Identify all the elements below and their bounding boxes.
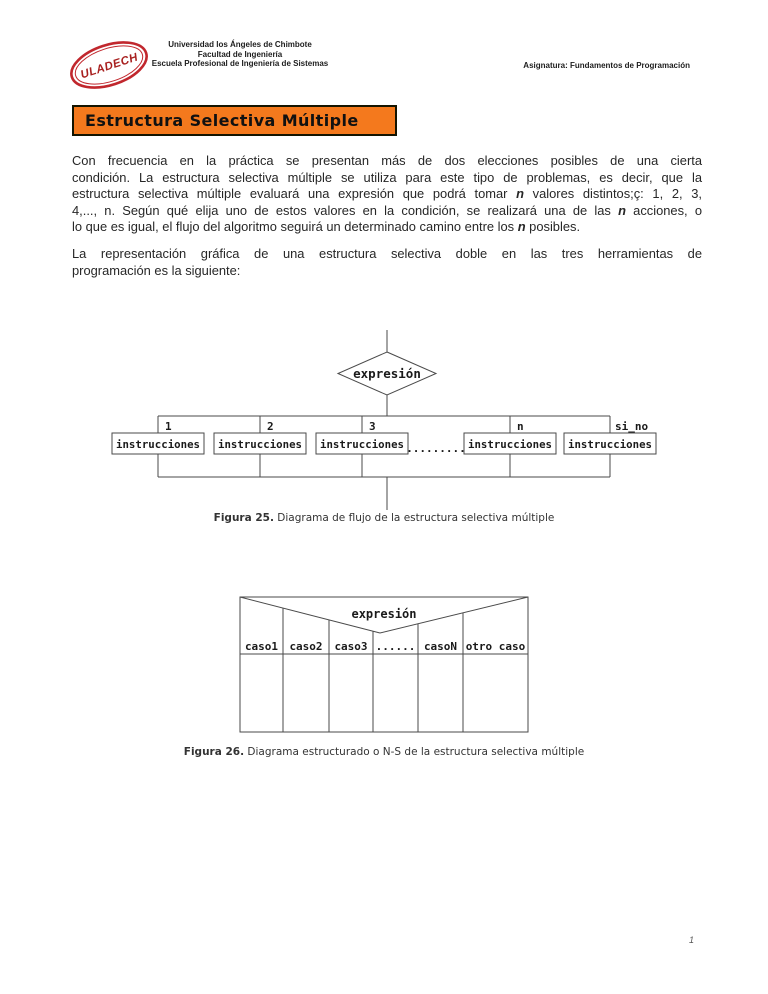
decision-diamond-label: expresión — [353, 366, 421, 381]
ns-case-label-otro: otro caso — [465, 640, 526, 653]
branch-label-2: 2 — [267, 420, 274, 433]
figure25-caption — [0, 512, 768, 524]
branch-label-1: 1 — [165, 420, 172, 433]
figure26-ns-diagram — [230, 590, 540, 740]
instructions-label-3: instrucciones — [320, 438, 404, 451]
paragraph-intro — [72, 153, 702, 236]
figure26-caption — [0, 746, 768, 758]
paragraph-line: programación es la siguiente: — [72, 262, 241, 278]
ns-case-label-2: caso2 — [289, 640, 323, 653]
page-title: Estructura Selectiva Múltiple — [85, 111, 359, 130]
institution-line-3: Escuela Profesional de Ingeniería de Sistemas — [151, 59, 329, 68]
figure25-caption-text: Diagrama de flujo de la estructura selectiva múltiple — [273, 512, 555, 524]
figure26-caption-text: Diagrama estructurado o N-S de la estructura selectiva múltiple — [244, 746, 585, 758]
flow-ellipsis: ......... — [406, 442, 466, 455]
figure26-caption-label: Figura 26. — [183, 746, 245, 758]
paragraph-line: La representación gráfica de una estructura selectiva doble en las tres herramientas de — [72, 246, 702, 261]
paragraph-representation — [72, 246, 702, 279]
paragraph-line: estructura selectiva múltiple evaluará una expresión que podrá tomar n valores distintos;ç: 1, 2, 3, — [72, 186, 702, 202]
branch-label-n: n — [517, 420, 524, 433]
branch-label-3: 3 — [369, 420, 376, 433]
instructions-label-n: instrucciones — [468, 438, 552, 451]
instructions-label-1: instrucciones — [116, 438, 200, 451]
figure25-flowchart — [0, 320, 768, 520]
ns-case-ellipsis: ...... — [375, 640, 416, 653]
paragraph-line: Con frecuencia en la práctica se presentan más de dos elecciones posibles de una cierta — [72, 153, 702, 168]
figure25-caption-label: Figura 25. — [213, 512, 274, 524]
paragraph-line: condición. La estructura selectiva múltiple se utiliza para este tipo de problemas, es decir, que la — [72, 169, 702, 185]
instructions-label-sino: instrucciones — [568, 438, 652, 451]
uladech-logo-text: ULADECH — [79, 51, 140, 82]
paragraph-line: 4,..., n. Según qué elija uno de estos valores en la condición, se realizará una de las n acciones, o — [72, 202, 702, 218]
ns-case-label-n: casoN — [423, 640, 458, 653]
paragraph-line: lo que es igual, el flujo del algoritmo seguirá un determinado camino entre los n posibles. — [72, 219, 581, 235]
course-label: Asignatura: Fundamentos de Programación — [523, 61, 690, 70]
institution-line-1: Universidad los Ángeles de Chimbote — [168, 40, 312, 49]
institution-line-2: Facultad de Ingeniería — [197, 49, 283, 59]
ns-expression-label: expresión — [351, 607, 417, 621]
page-title-banner — [72, 105, 397, 136]
branch-label-sino: si_no — [615, 420, 649, 433]
ns-case-label-3: caso3 — [334, 640, 368, 653]
instructions-label-2: instrucciones — [218, 438, 302, 451]
institution-block — [140, 40, 340, 69]
ns-case-label-1: caso1 — [244, 640, 279, 653]
page-number: 1 — [688, 935, 694, 945]
